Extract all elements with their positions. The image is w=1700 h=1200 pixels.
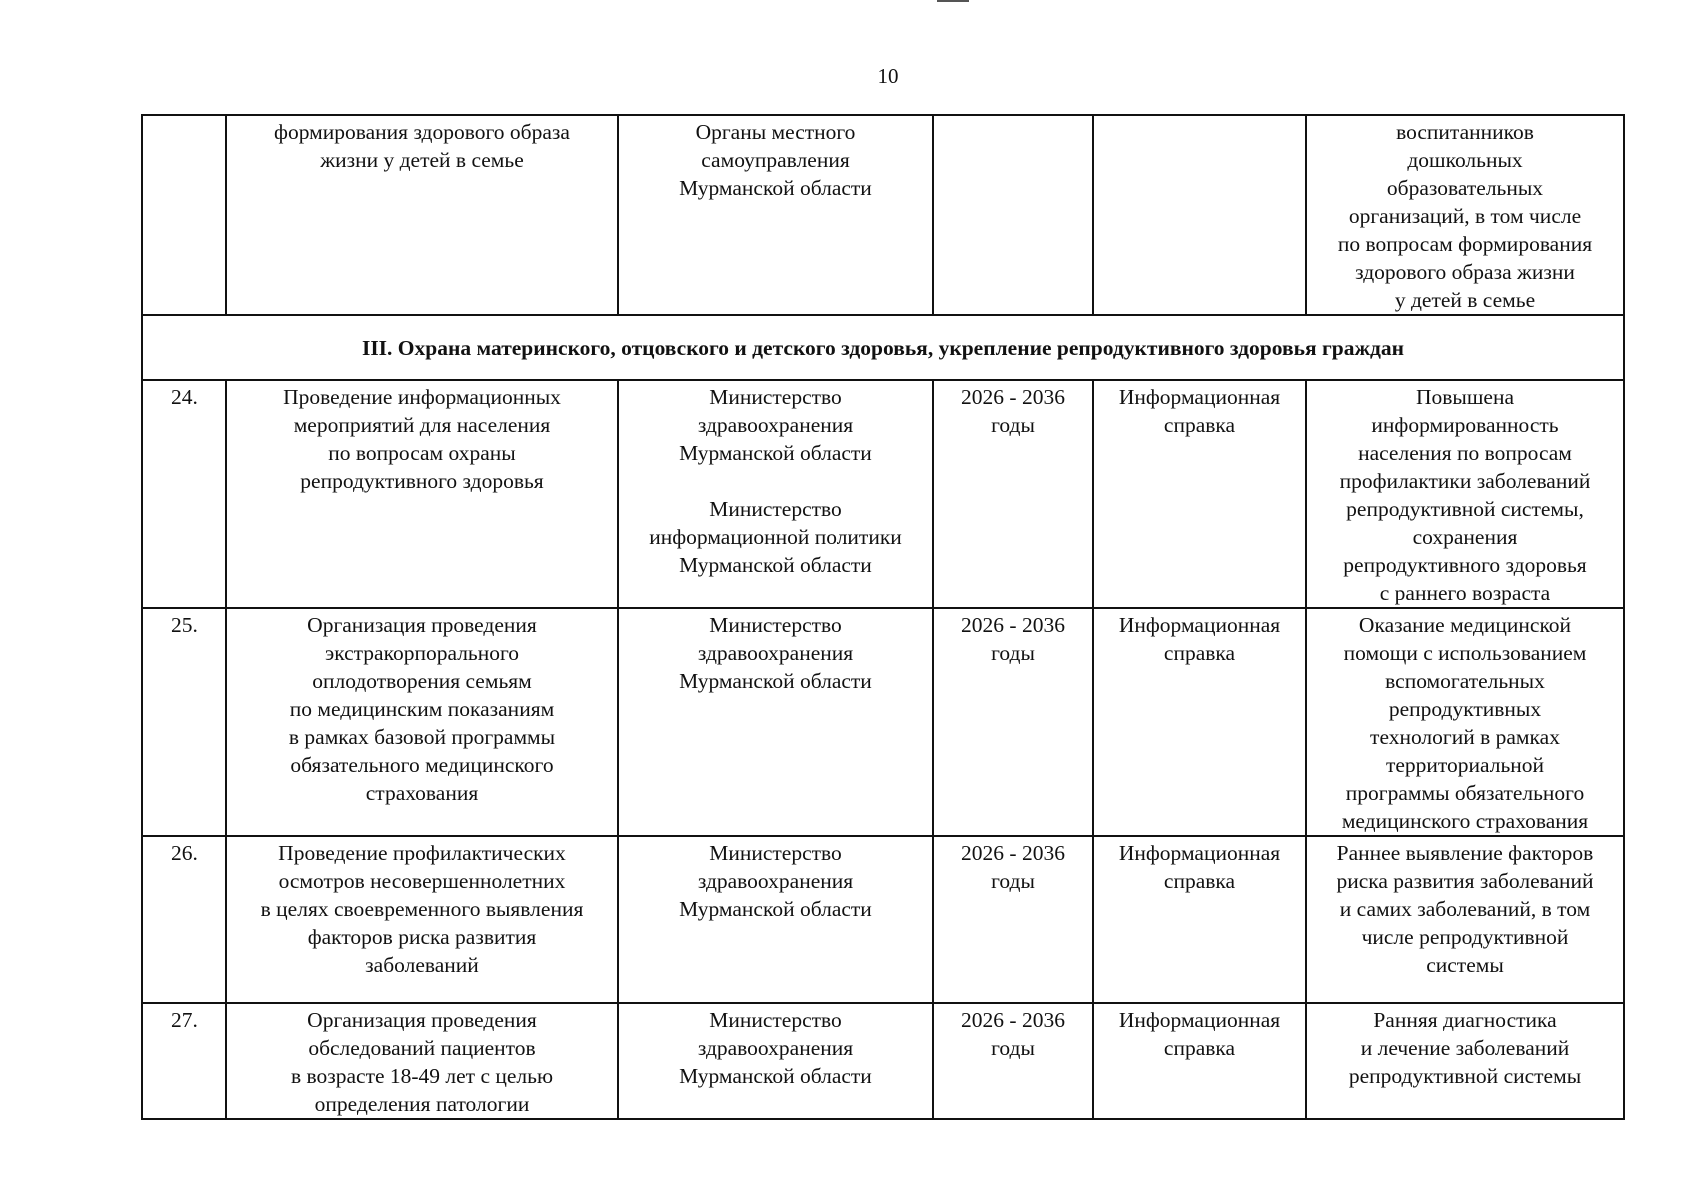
cell-form: Информационная справка [1093, 380, 1306, 608]
cell-result: воспитанников дошкольных образовательных организаций, в том числе по вопросам формирования здорового образа жизни у детей в семье [1306, 115, 1624, 315]
cell-form: Информационная справка [1093, 1003, 1306, 1119]
section-title: III. Охрана материнского, отцовского и детского здоровья, укрепление репродуктивного здоровья граждан [142, 315, 1624, 380]
cell-executors: Министерство здравоохранения Мурманской области Министерство информационной политики Мурманской области [618, 380, 933, 608]
table-row-continued [142, 115, 1624, 315]
section-header-row [142, 315, 1624, 380]
measures-table [141, 114, 1625, 1120]
top-scan-mark [937, 0, 969, 2]
cell-executors: Министерство здравоохранения Мурманской области [618, 1003, 933, 1119]
cell-period: 2026 - 2036 годы [933, 380, 1093, 608]
table-row [142, 1003, 1624, 1119]
cell-number [142, 115, 226, 315]
cell-result: Оказание медицинской помощи с использованием вспомогательных репродуктивных технологий в рамках территориальной программы обязательного медицинского страхования [1306, 608, 1624, 836]
cell-executors: Министерство здравоохранения Мурманской области [618, 608, 933, 836]
cell-number: 27. [142, 1003, 226, 1119]
cell-event: Организация проведения обследований пациентов в возрасте 18-49 лет с целью определения патологии [226, 1003, 618, 1119]
cell-period [933, 115, 1093, 315]
cell-number: 26. [142, 836, 226, 1003]
cell-form [1093, 115, 1306, 315]
page-number: 10 [877, 64, 899, 88]
cell-result: Ранняя диагностика и лечение заболеваний репродуктивной системы [1306, 1003, 1624, 1119]
cell-period: 2026 - 2036 годы [933, 608, 1093, 836]
cell-event: формирования здорового образа жизни у детей в семье [226, 115, 618, 315]
cell-number: 24. [142, 380, 226, 608]
cell-event: Проведение информационных мероприятий для населения по вопросам охраны репродуктивного здоровья [226, 380, 618, 608]
cell-form: Информационная справка [1093, 608, 1306, 836]
cell-period: 2026 - 2036 годы [933, 836, 1093, 1003]
cell-period: 2026 - 2036 годы [933, 1003, 1093, 1119]
table-row [142, 608, 1624, 836]
cell-number: 25. [142, 608, 226, 836]
table-row [142, 836, 1624, 1003]
cell-executors: Министерство здравоохранения Мурманской области [618, 836, 933, 1003]
cell-executors: Органы местного самоуправления Мурманской области [618, 115, 933, 315]
cell-event: Проведение профилактических осмотров несовершеннолетних в целях своевременного выявления факторов риска развития заболеваний [226, 836, 618, 1003]
cell-result: Раннее выявление факторов риска развития заболеваний и самих заболеваний, в том числе репродуктивной системы [1306, 836, 1624, 1003]
cell-form: Информационная справка [1093, 836, 1306, 1003]
cell-event: Организация проведения экстракорпорального оплодотворения семьям по медицинским показаниям в рамках базовой программы обязательного медицинского страхования [226, 608, 618, 836]
table-row [142, 380, 1624, 608]
cell-result: Повышена информированность населения по вопросам профилактики заболеваний репродуктивной системы, сохранения репродуктивного здоровья с раннего возраста [1306, 380, 1624, 608]
